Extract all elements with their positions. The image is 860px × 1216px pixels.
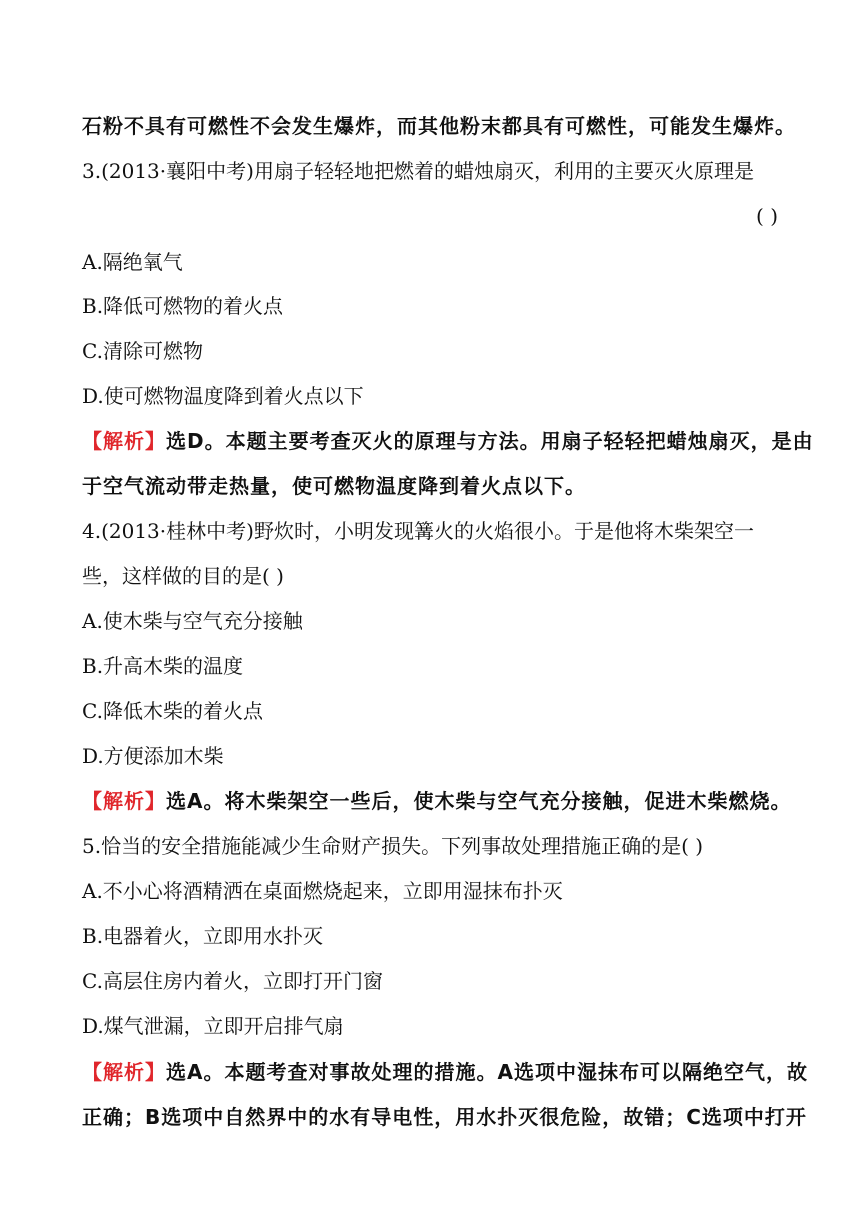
question-3-analysis-line-1 [82, 427, 814, 455]
question-3-option-d: D.使可燃物温度降到着火点以下 [82, 384, 364, 408]
analysis-text: 选A。本题考查对事故处理的措施。A选项中湿抹布可以隔绝空气，故 [166, 1060, 808, 1084]
paragraph-line: 石粉不具有可燃性不会发生爆炸，而其他粉末都具有可燃性，可能发生爆炸。 [82, 114, 796, 138]
analysis-tag: 【解析】 [82, 789, 166, 813]
question-5-stem: 5.恰当的安全措施能减少生命财产损失。下列事故处理措施正确的是( ) [82, 834, 704, 858]
analysis-tag: 【解析】 [82, 1060, 166, 1084]
question-5-analysis-line-2: 正确；B选项中自然界中的水有导电性，用水扑灭很危险，故错；C选项中打开 [82, 1105, 807, 1129]
question-5-option-b: B.电器着火，立即用水扑灭 [82, 924, 324, 948]
question-5-analysis-line-1 [82, 1058, 808, 1086]
question-3-answer-blank: ( ) [756, 204, 778, 228]
question-4-option-b: B.升高木柴的温度 [82, 654, 244, 678]
analysis-text: 选A。将木柴架空一些后，使木柴与空气充分接触，促进木柴燃烧。 [166, 789, 792, 813]
question-4-option-a: A.使木柴与空气充分接触 [82, 609, 303, 633]
question-3-option-b: B.降低可燃物的着火点 [82, 294, 284, 318]
question-3-option-c: C.清除可燃物 [82, 339, 203, 363]
question-4-option-d: D.方便添加木柴 [82, 744, 224, 768]
question-4-stem-line-1: 4.(2013·桂林中考)野炊时，小明发现篝火的火焰很小。于是他将木柴架空一 [82, 519, 754, 543]
question-5-option-d: D.煤气泄漏，立即开启排气扇 [82, 1014, 344, 1038]
question-4-analysis-line-1 [82, 787, 792, 815]
question-5-option-c: C.高层住房内着火，立即打开门窗 [82, 969, 383, 993]
question-3-option-a: A.隔绝氧气 [82, 250, 183, 274]
analysis-text: 选D。本题主要考查灭火的原理与方法。用扇子轻轻把蜡烛扇灭，是由 [166, 429, 814, 453]
question-4-stem-line-2: 些，这样做的目的是( ) [82, 564, 284, 588]
question-5-option-a: A.不小心将酒精洒在桌面燃烧起来，立即用湿抹布扑灭 [82, 879, 563, 903]
analysis-tag: 【解析】 [82, 429, 166, 453]
question-3-stem: 3.(2013·襄阳中考)用扇子轻轻地把燃着的蜡烛扇灭，利用的主要灭火原理是 [82, 159, 754, 183]
question-4-option-c: C.降低木柴的着火点 [82, 699, 263, 723]
question-3-analysis-line-2: 于空气流动带走热量，使可燃物温度降到着火点以下。 [82, 474, 586, 498]
